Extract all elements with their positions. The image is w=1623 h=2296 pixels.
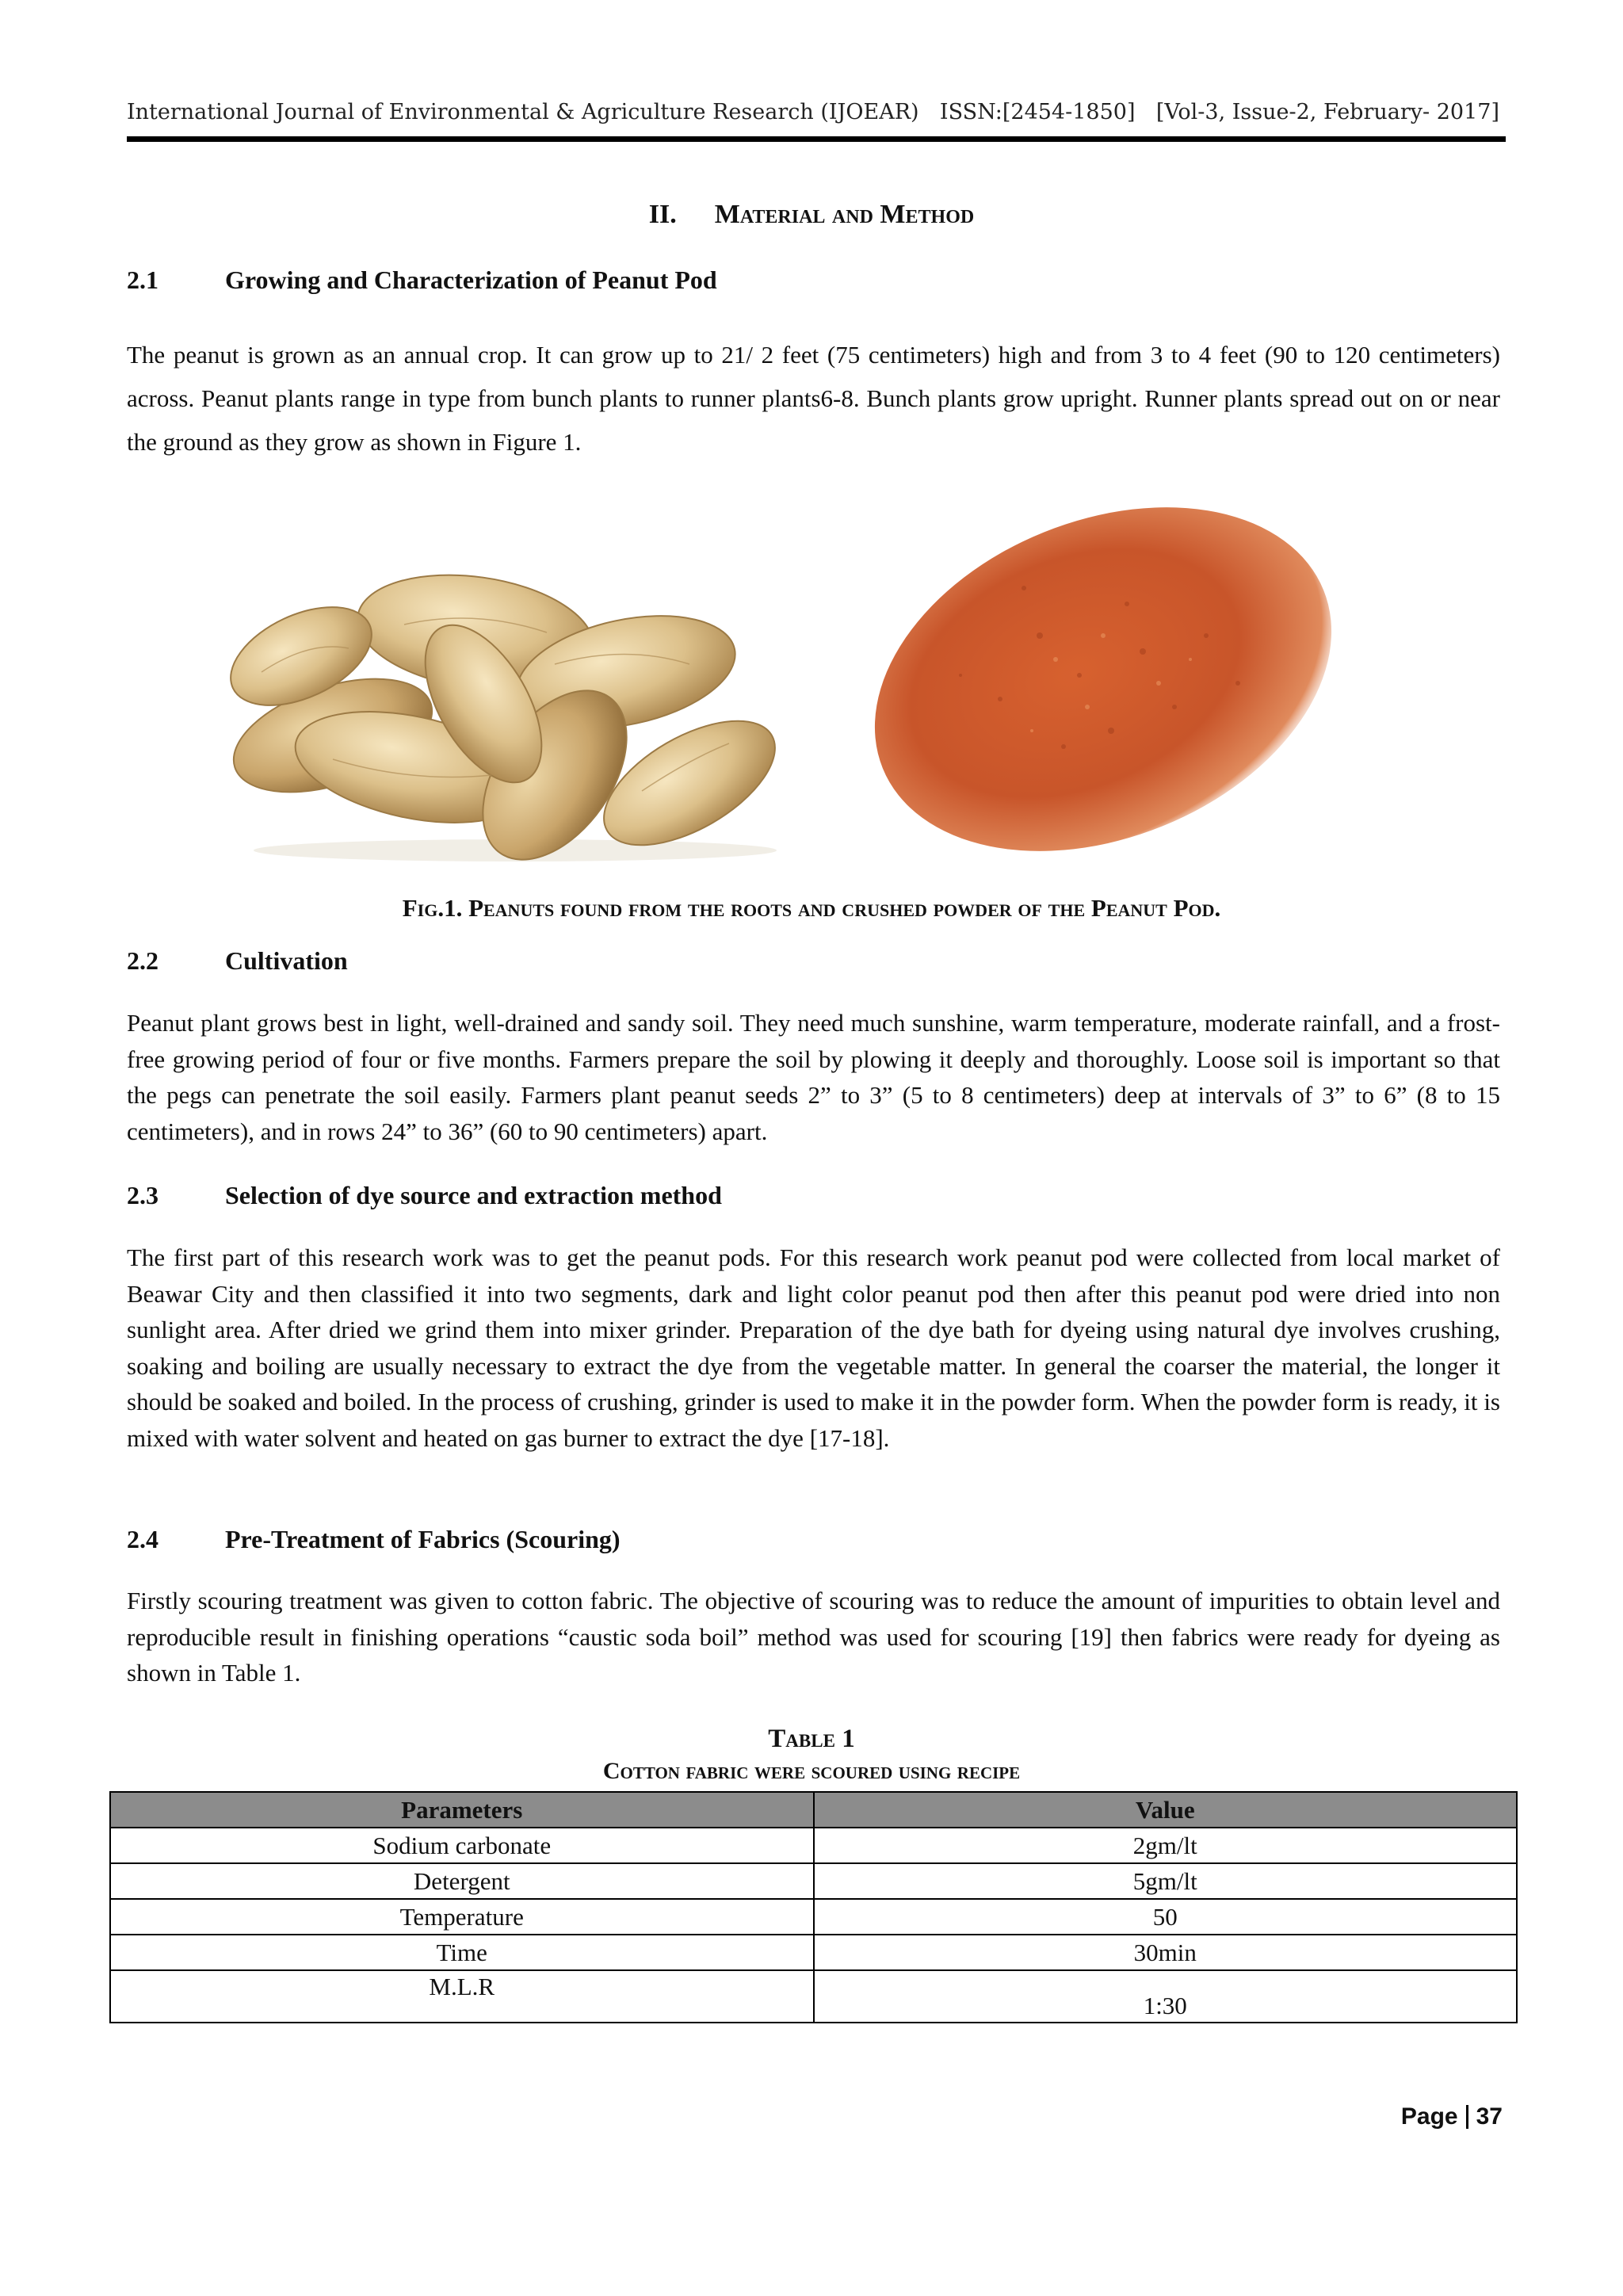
peanut-powder-image [842,493,1368,875]
subsection-heading-2-4 [127,1525,621,1554]
table-row [110,1899,1517,1935]
column-header-parameters: Parameters [110,1792,814,1828]
subsection-number: 2.3 [127,1181,158,1209]
table-cell: 1:30 [814,1970,1518,2023]
table-cell: Time [110,1935,814,1970]
page-separator [1466,2105,1468,2129]
section-title [0,200,1623,230]
paragraph-2-3: The first part of this research work was to get the peanut pods. For this research work peanut pod were collected from local market of Beawar City and then classified it into two segments, dark and light color peanut pod then after this peanut pod were dried into non sunlight area. After dried we grind them into mixer grinder. Preparation of the dye bath for dyeing using natural dye involves crushing, soaking and boiling are usually necessary to extract the dye from the vegetable matter. In general the coarser the material, the longer it should be soaked and boiled. In the process of crushing, grinder is used to make it in the powder form. When the powder form is ready, it is mixed with water solvent and heated on gas burner to extract the dye [17-18]. [127,1244,1500,1452]
header-rule [127,136,1506,142]
table-cell: 50 [814,1899,1518,1935]
subsection-title: Cultivation [225,946,348,975]
volume-issue: [Vol-3, Issue-2, February- 2017] [1155,100,1499,124]
table-cell: 30min [814,1935,1518,1970]
column-header-value: Value [814,1792,1518,1828]
subsection-number: 2.4 [127,1525,158,1553]
subsection-number: 2.2 [127,946,158,975]
paragraph-2-2: Peanut plant grows best in light, well-drained and sandy soil. They need much sunshine, warm temperature, moderate rainfall, and a frost-free growing period of four or five months. Farmers prepare the soil by plowing it deeply and thoroughly. Loose soil is important so that the pegs can penetrate the soil easily. Farmers plant peanut seeds 2” to 3” (5 to 8 centimeters) deep at intervals of 3” to 6” (8 to 15 centimeters), and in rows 24” to 36” (60 to 90 centimeters) apart. [127,1009,1500,1145]
paragraph-2-1: The peanut is grown as an annual crop. It can grow up to 21/ 2 feet (75 centimeters) high and from 3 to 4 feet (90 to 120 centimeters) across. Peanut plants range in type from bunch plants to runner plants6-8. Bunch plants grow upright. Runner plants spread out on or near the ground as they grow as shown in Figure 1. [127,341,1500,456]
table-row [110,1863,1517,1899]
section-heading: Material and Method [714,200,975,229]
table-header-row [110,1792,1517,1828]
recipe-table [109,1791,1518,2023]
paragraph-2-4: Firstly scouring treatment was given to cotton fabric. The objective of scouring was to reduce the amount of impurities to obtain level and reproducible result in finishing operations “caustic soda boil” method was used for scouring [19] then fabrics were ready for dyeing as shown in Table 1. [127,1587,1500,1687]
journal-name: International Journal of Environmental & Agriculture Research (IJOEAR) [127,100,919,124]
table-cell: Sodium carbonate [110,1828,814,1863]
peanut-pods-image [214,537,816,862]
page-label: Page [1400,2103,1458,2130]
subsection-title: Growing and Characterization of Peanut Pod [225,266,717,294]
subsection-heading-2-3 [127,1181,722,1210]
table-cell: Temperature [110,1899,814,1935]
subsection-heading-2-2 [127,946,348,976]
subsection-title: Selection of dye source and extraction method [225,1181,722,1209]
table-row [110,1935,1517,1970]
subsection-heading-2-1 [127,266,717,295]
subsection-number: 2.1 [127,266,158,294]
table-cell: 5gm/lt [814,1863,1518,1899]
section-number: II. [648,200,677,229]
subsection-title: Pre-Treatment of Fabrics (Scouring) [225,1525,621,1553]
table-title: Table 1 [768,1725,855,1753]
figure-caption: Fig.1. Peanuts found from the roots and crushed powder of the Peanut Pod. [402,894,1221,922]
page-number-value: 37 [1476,2103,1503,2130]
table-cell: Detergent [110,1863,814,1899]
running-header [127,100,1499,124]
page-number [1385,2103,1503,2130]
table-row [110,1828,1517,1863]
table-cell: 2gm/lt [814,1828,1518,1863]
issn: ISSN:[2454-1850] [939,100,1136,124]
table-subtitle: Cotton fabric were scoured using recipe [602,1758,1021,1784]
table-cell: M.L.R [110,1970,814,2023]
table-row [110,1970,1517,2023]
